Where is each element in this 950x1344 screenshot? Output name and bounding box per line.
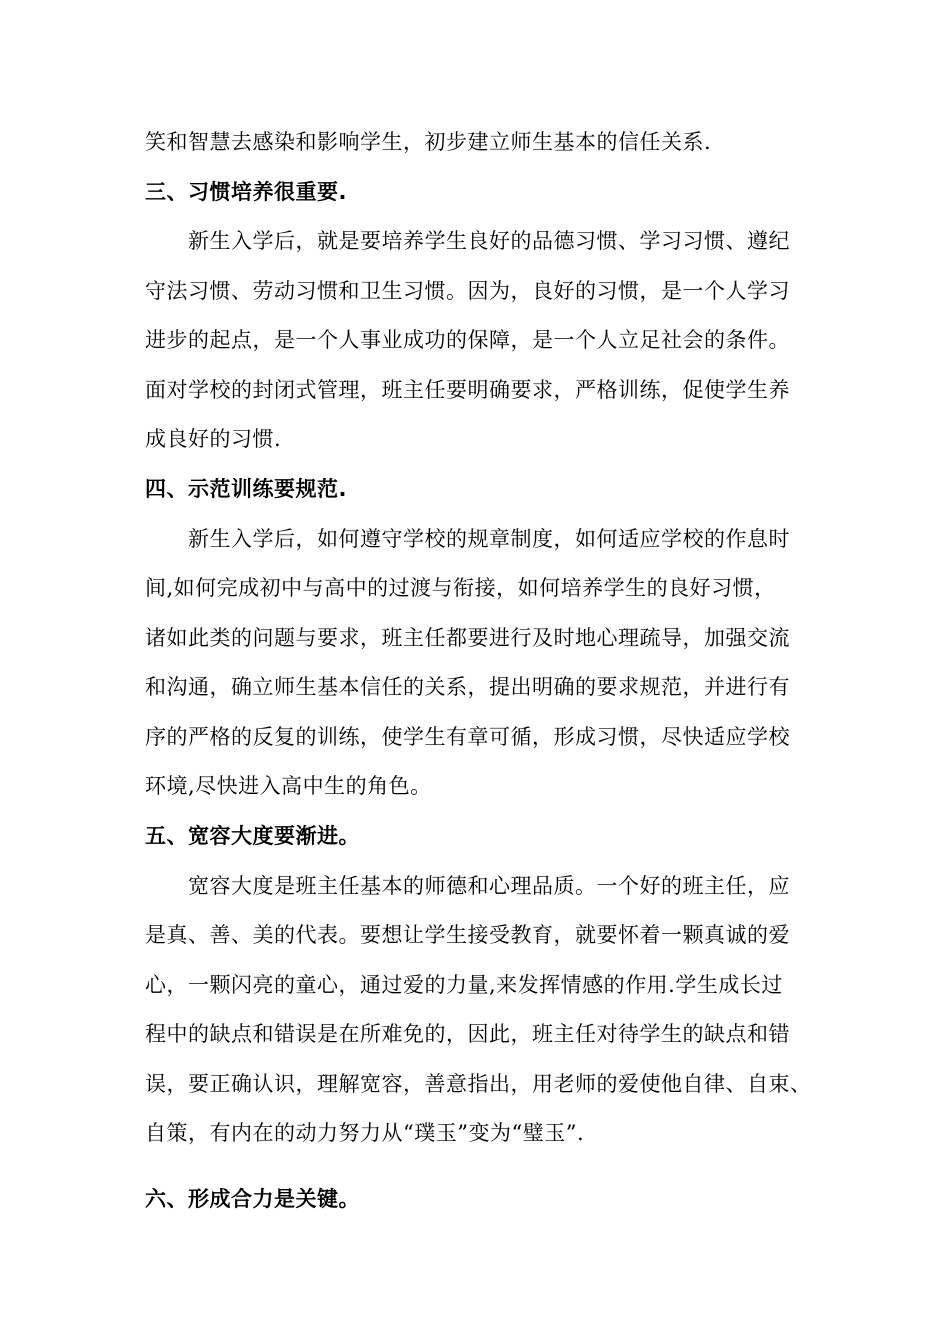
paragraph-line: 宽容大度是班主任基本的师德和心理品质。一个好的班主任，应 [188, 874, 790, 898]
paragraph-line: 心，一颗闪亮的童心，通过爱的力量,来发挥情感的作用.学生成长过 [145, 973, 783, 997]
paragraph-line: 成良好的习惯. [145, 427, 282, 451]
paragraph-line: 诸如此类的问题与要求，班主任都要进行及时地心理疏导，加强交流 [145, 626, 790, 650]
paragraph-line: 面对学校的封闭式管理，班主任要明确要求，严格训练，促使学生养 [145, 378, 790, 402]
section-heading-3: 三、习惯培养很重要. [145, 180, 347, 204]
section-heading-5: 五、宽容大度要渐进。 [145, 824, 360, 848]
paragraph-line: 环境,尽快进入高中生的角色。 [145, 774, 432, 798]
paragraph-line: 序的严格的反复的训练，使学生有章可循，形成习惯，尽快适应学校 [145, 725, 790, 749]
paragraph-line: 笑和智慧去感染和影响学生，初步建立师生基本的信任关系. [145, 130, 712, 154]
paragraph-line: 新生入学后，就是要培养学生良好的品德习惯、学习习惯、遵纪 [188, 229, 790, 253]
paragraph-line: 新生入学后，如何遵守学校的规章制度，如何适应学校的作息时 [188, 527, 790, 551]
paragraph-line: 和沟通，确立师生基本信任的关系，提出明确的要求规范，并进行有 [145, 675, 790, 699]
paragraph-line: 守法习惯、劳动习惯和卫生习惯。因为，良好的习惯，是一个人学习 [145, 279, 790, 303]
paragraph-line: 程中的缺点和错误是在所难免的，因此，班主任对待学生的缺点和错 [145, 1022, 790, 1046]
paragraph-line: 自策，有内在的动力努力从“璞玉”变为“璧玉”. [145, 1121, 585, 1145]
section-heading-6: 六、形成合力是关键。 [145, 1187, 360, 1211]
paragraph-line: 误，要正确认识，理解宽容，善意指出，用老师的爱使他自律、自束、 [145, 1072, 812, 1096]
section-heading-4: 四、示范训练要规范. [145, 477, 347, 501]
paragraph-line: 间,如何完成初中与高中的过渡与衔接，如何培养学生的良好习惯， [145, 576, 776, 600]
paragraph-line: 是真、善、美的代表。要想让学生接受教育，就要怀着一颗真诚的爱 [145, 923, 790, 947]
paragraph-line: 进步的起点，是一个人事业成功的保障，是一个人立足社会的条件。 [145, 328, 790, 352]
